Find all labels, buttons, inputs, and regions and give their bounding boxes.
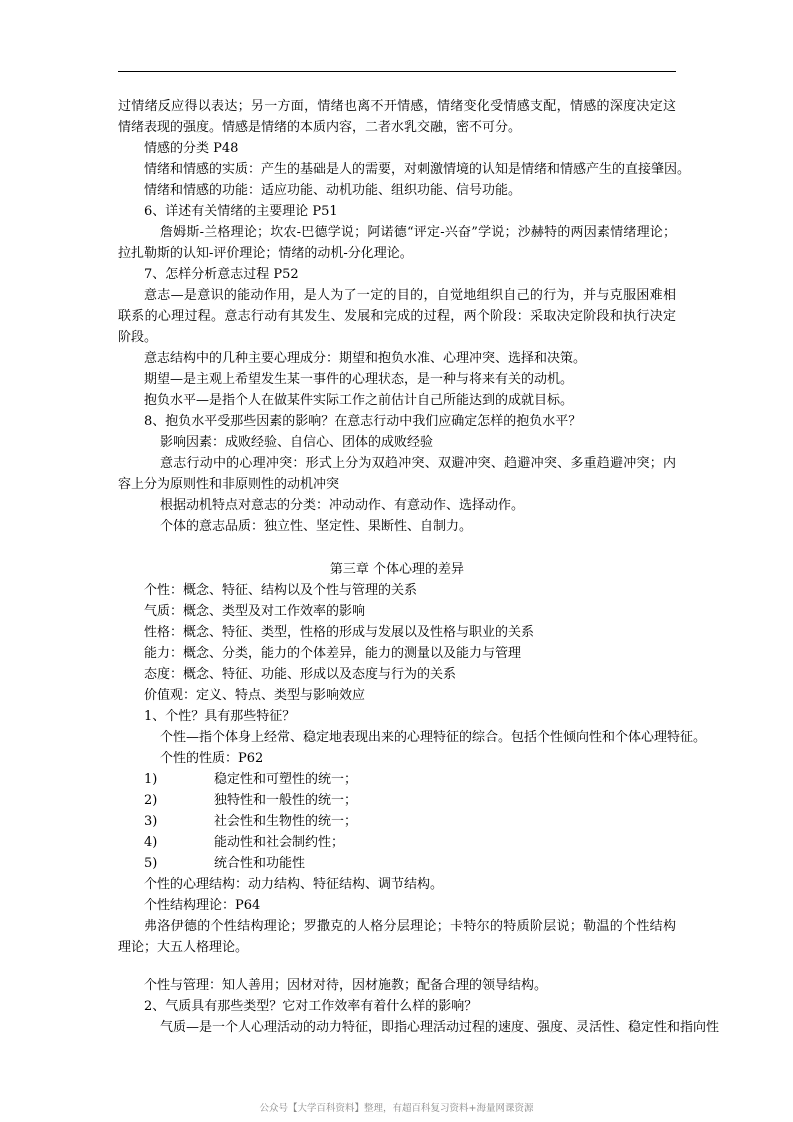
header-rule <box>118 71 676 72</box>
document-body <box>118 96 720 1038</box>
paragraph: 个性结构理论：P64 <box>144 898 261 913</box>
numbered-item <box>118 769 676 790</box>
item-text: 独特性和一般性的统一； <box>214 793 358 808</box>
paragraph-gap <box>118 958 676 975</box>
footer-watermark: 公众号【大学百科资料】整理，有超百科复习资料+海量网课资源 <box>259 1103 534 1114</box>
paragraph: 弗洛伊德的个性结构理论；罗撒克的人格分层理论；卡特尔的特质阶层说；勒温的个性结构理论；大五人格理论。 <box>118 919 676 955</box>
item-number: 4) <box>144 835 158 850</box>
paragraph: 态度：概念、特征、功能、形成以及态度与行为的关系 <box>144 667 457 682</box>
paragraph: 价值观：定义、特点、类型与影响效应 <box>144 688 366 703</box>
numbered-item <box>118 811 676 832</box>
paragraph: 情绪和情感的实质：产生的基础是人的需要，对刺激情境的认知是情绪和情感产生的直接肇因。 <box>144 162 691 177</box>
paragraph: 个性的心理结构：动力结构、特征结构、调节结构。 <box>144 877 444 892</box>
paragraph: 意志行动中的心理冲突：形式上分为双趋冲突、双避冲突、趋避冲突、多重趋避冲突；内容上分为原则性和非原则性的动机冲突 <box>118 456 676 492</box>
paragraph: 1、个性？具有那些特征？ <box>144 709 296 724</box>
paragraph: 6、详述有关情绪的主要理论 P51 <box>144 204 338 219</box>
item-text: 稳定性和可塑性的统一； <box>214 772 358 787</box>
paragraph: 气质—是一个人心理活动的动力特征，即指心理活动过程的速度、强度、灵活性、稳定性和指向性 <box>160 1020 720 1035</box>
paragraph: 个性—指个体身上经常、稳定地表现出来的心理特征的综合。包括个性倾向性和个体心理特征。 <box>160 730 707 745</box>
paragraph: 个性的性质：P62 <box>160 751 264 766</box>
paragraph: 2、气质具有那些类型？它对工作效率有着什么样的影响？ <box>144 999 478 1014</box>
paragraph: 期望—是主观上希望发生某一事件的心理状态，是一种与将来有关的动机。 <box>144 372 574 387</box>
numbered-item <box>118 832 676 853</box>
paragraph: 意志—是意识的能动作用，是人为了一定的目的，自觉地组织自己的行为，并与克服困难相联系的心理过程。意志行动有其发生、发展和完成的过程，两个阶段：采取决定阶段和执行决定阶段。 <box>118 288 676 345</box>
item-number: 1) <box>144 772 158 787</box>
paragraph: 詹姆斯-兰格理论；坎农-巴德学说；阿诺德“评定-兴奋”学说；沙赫特的两因素情绪理论；拉扎勒斯的认知-评价理论；情绪的动机-分化理论。 <box>118 225 676 261</box>
paragraph: 影响因素：成败经验、自信心、团体的成败经验 <box>160 435 434 450</box>
item-number: 3) <box>144 814 158 829</box>
paragraph: 气质：概念、类型及对工作效率的影响 <box>144 604 366 619</box>
item-text: 统合性和功能性 <box>214 856 306 871</box>
paragraph: 意志结构中的几种主要心理成分：期望和抱负水准、心理冲突、选择和决策。 <box>144 351 587 366</box>
paragraph: 7、怎样分析意志过程 P52 <box>144 267 299 282</box>
item-text: 能动性和社会制约性； <box>214 835 345 850</box>
paragraph-gap <box>118 537 676 554</box>
chapter-heading: 第三章 个体心理的差异 <box>329 562 465 577</box>
paragraph: 个体的意志品质：独立性、坚定性、果断性、自制力。 <box>160 519 473 534</box>
item-text: 社会性和生物性的统一； <box>214 814 358 829</box>
paragraph: 个性与管理：知人善用；因材对待，因材施教；配备合理的领导结构。 <box>144 978 548 993</box>
numbered-item <box>118 853 676 874</box>
item-number: 5) <box>144 856 158 871</box>
paragraph: 情绪和情感的功能：适应功能、动机功能、组织功能、信号功能。 <box>144 183 522 198</box>
paragraph: 个性：概念、特征、结构以及个性与管理的关系 <box>144 583 418 598</box>
numbered-item <box>118 790 676 811</box>
paragraph: 过情绪反应得以表达；另一方面，情绪也离不开情感，情绪变化受情感支配，情感的深度决定这情绪表现的强度。情感是情绪的本质内容，二者水乳交融，密不可分。 <box>118 99 676 135</box>
paragraph: 能力：概念、分类，能力的个体差异，能力的测量以及能力与管理 <box>144 646 522 661</box>
paragraph: 性格：概念、特征、类型，性格的形成与发展以及性格与职业的关系 <box>144 625 535 640</box>
paragraph: 抱负水平—是指个人在做某件实际工作之前估计自己所能达到的成就目标。 <box>144 393 574 408</box>
paragraph: 情感的分类 P48 <box>144 141 239 156</box>
paragraph: 8、抱负水平受那些因素的影响？在意志行动中我们应确定怎样的抱负水平？ <box>144 414 582 429</box>
item-number: 2) <box>144 793 158 808</box>
paragraph: 根据动机特点对意志的分类：冲动动作、有意动作、选择动作。 <box>160 498 525 513</box>
